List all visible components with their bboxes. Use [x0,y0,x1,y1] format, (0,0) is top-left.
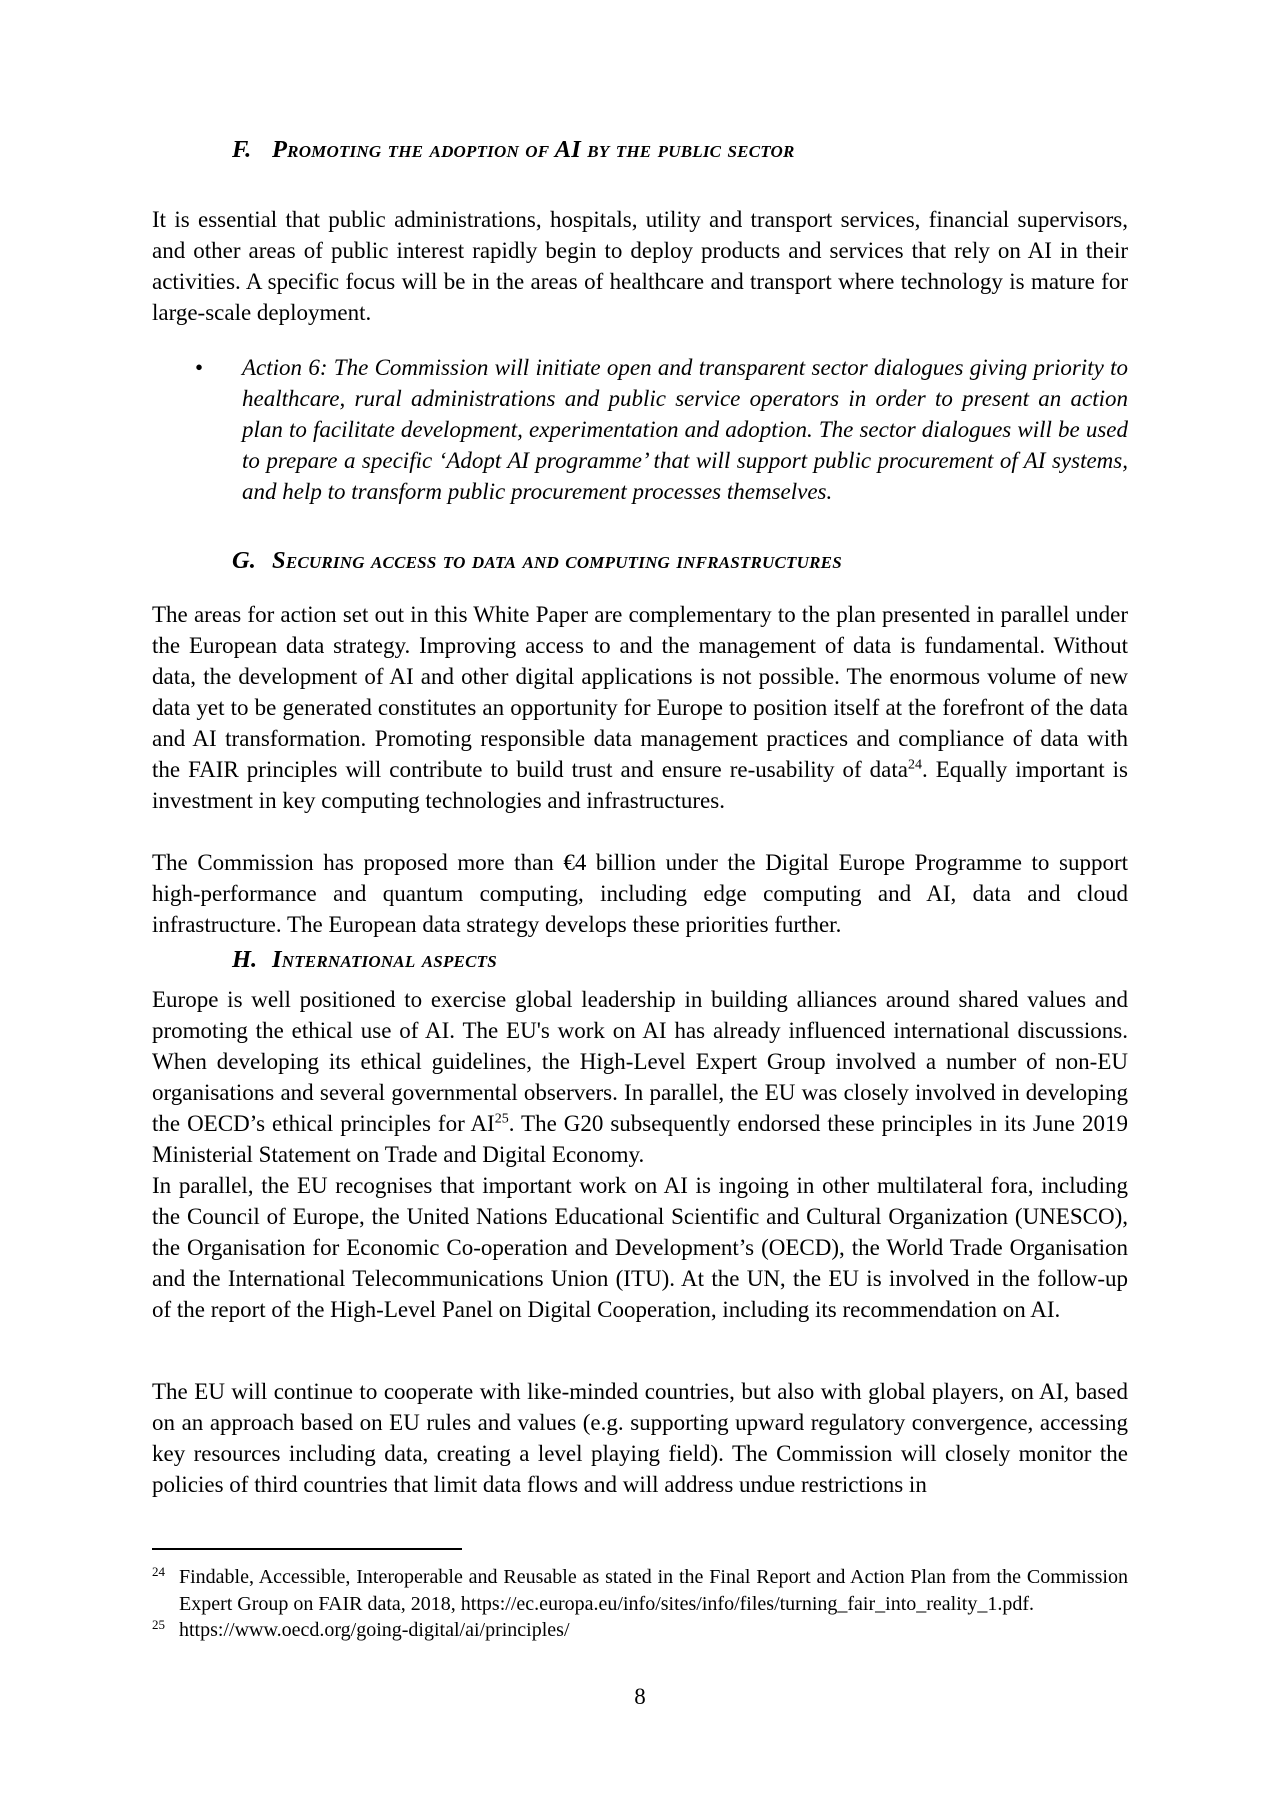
bullet-icon: • [195,355,204,380]
paragraph-data-access-text-cont: . Equally important is investment in key computing technologies and infrastructures. [152,757,1128,813]
section-title-h: International aspects [272,946,497,973]
footnote-24-marker: 24 [152,1564,165,1579]
paragraph-global-leadership [152,984,1128,1170]
section-heading-f [232,134,795,166]
footnote-separator-rule [152,1548,462,1550]
paragraph-cooperation: The EU will continue to cooperate with like-minded countries, but also with global players, on AI, based on an approach based on EU rules and values (e.g. supporting upward regulatory convergence, accessing key resources including data, creating a level playing field). The Commission will closely monitor the policies of third countries that limit data flows and will address undue restrictions in [152,1379,1128,1497]
section-heading-h [232,944,497,976]
footnote-ref-25: 25 [494,1111,509,1127]
section-letter-h: H. [232,946,258,973]
paragraph-global-leadership-text: Europe is well positioned to exercise global leadership in building alliances around shared values and promoting the ethical use of AI. The EU's work on AI has already influenced international discussions. When developing its ethical guidelines, the High-Level Expert Group involved a number of non-EU organisations and several governmental observers. In parallel, the EU was closely involved in developing the OECD’s ethical principles for AI [152,987,1128,1136]
footnote-ref-24: 24 [907,757,922,773]
footnote-25-marker: 25 [152,1617,165,1632]
action-6-bullet-item [193,352,1128,507]
paragraph-public-sector: It is essential that public administrations, hospitals, utility and transport services, financial supervisors, and other areas of public interest rapidly begin to deploy products and services that rely on AI in their activities. A specific focus will be in the areas of healthcare and transport where technology is mature for large-scale deployment. [152,207,1128,325]
footnote-25-text: https://www.oecd.org/going-digital/ai/principles/ [179,1619,570,1641]
section-heading-g [232,545,842,577]
paragraph-data-access [152,599,1128,816]
section-title-f: Promoting the adoption of AI by the public sector [272,136,795,163]
footnote-25 [152,1612,1128,1644]
section-letter-g: G. [232,547,256,574]
action-6-text: Action 6: The Commission will initiate open and transparent sector dialogues giving priority to healthcare, rural administrations and public service operators in order to present an action plan to facilitate development, experimentation and adoption. The sector dialogues will be used to prepare a specific ‘Adopt AI programme’ that will support public procurement of AI systems, and help to transform public procurement processes themselves. [242,355,1128,504]
paragraph-data-access-text: The areas for action set out in this White Paper are complementary to the plan presented in parallel under the European data strategy. Improving access to and the management of data is fundamental. Without data, the development of AI and other digital applications is not possible. The enormous volume of new data yet to be generated constitutes an opportunity for Europe to position itself at the forefront of the data and AI transformation. Promoting responsible data management practices and compliance of data with the FAIR principles will contribute to build trust and ensure re-usability of data [152,602,1128,782]
paragraph-digital-europe: The Commission has proposed more than €4 billion under the Digital Europe Programme to support high-performance and quantum computing, including edge computing and AI, data and cloud infrastructure. The European data strategy develops these priorities further. [152,850,1128,937]
section-title-g: Securing access to data and computing infrastructures [272,547,842,574]
page-number: 8 [634,1684,646,1709]
paragraph-multilateral-fora: In parallel, the EU recognises that important work on AI is ingoing in other multilateral fora, including the Council of Europe, the United Nations Educational Scientific and Cultural Organization (UNESCO), the Organisation for Economic Co-operation and Development’s (OECD), the World Trade Organisation and the International Telecommunications Union (ITU). At the UN, the EU is involved in the follow-up of the report of the High-Level Panel on Digital Cooperation, including its recommendation on AI. [152,1173,1128,1322]
paragraph-global-leadership-text-cont: . The G20 subsequently endorsed these principles in its June 2019 Ministerial Statement on Trade and Digital Economy. [152,1111,1128,1167]
footnote-24 [152,1559,1128,1617]
section-letter-f: F. [232,136,252,163]
footnote-24-text: Findable, Accessible, Interoperable and Reusable as stated in the Final Report and Action Plan from the Commission Expert Group on FAIR data, 2018, https://ec.europa.eu/info/sites/info/files/turning_fair_into_reality_1.pdf. [179,1566,1128,1615]
